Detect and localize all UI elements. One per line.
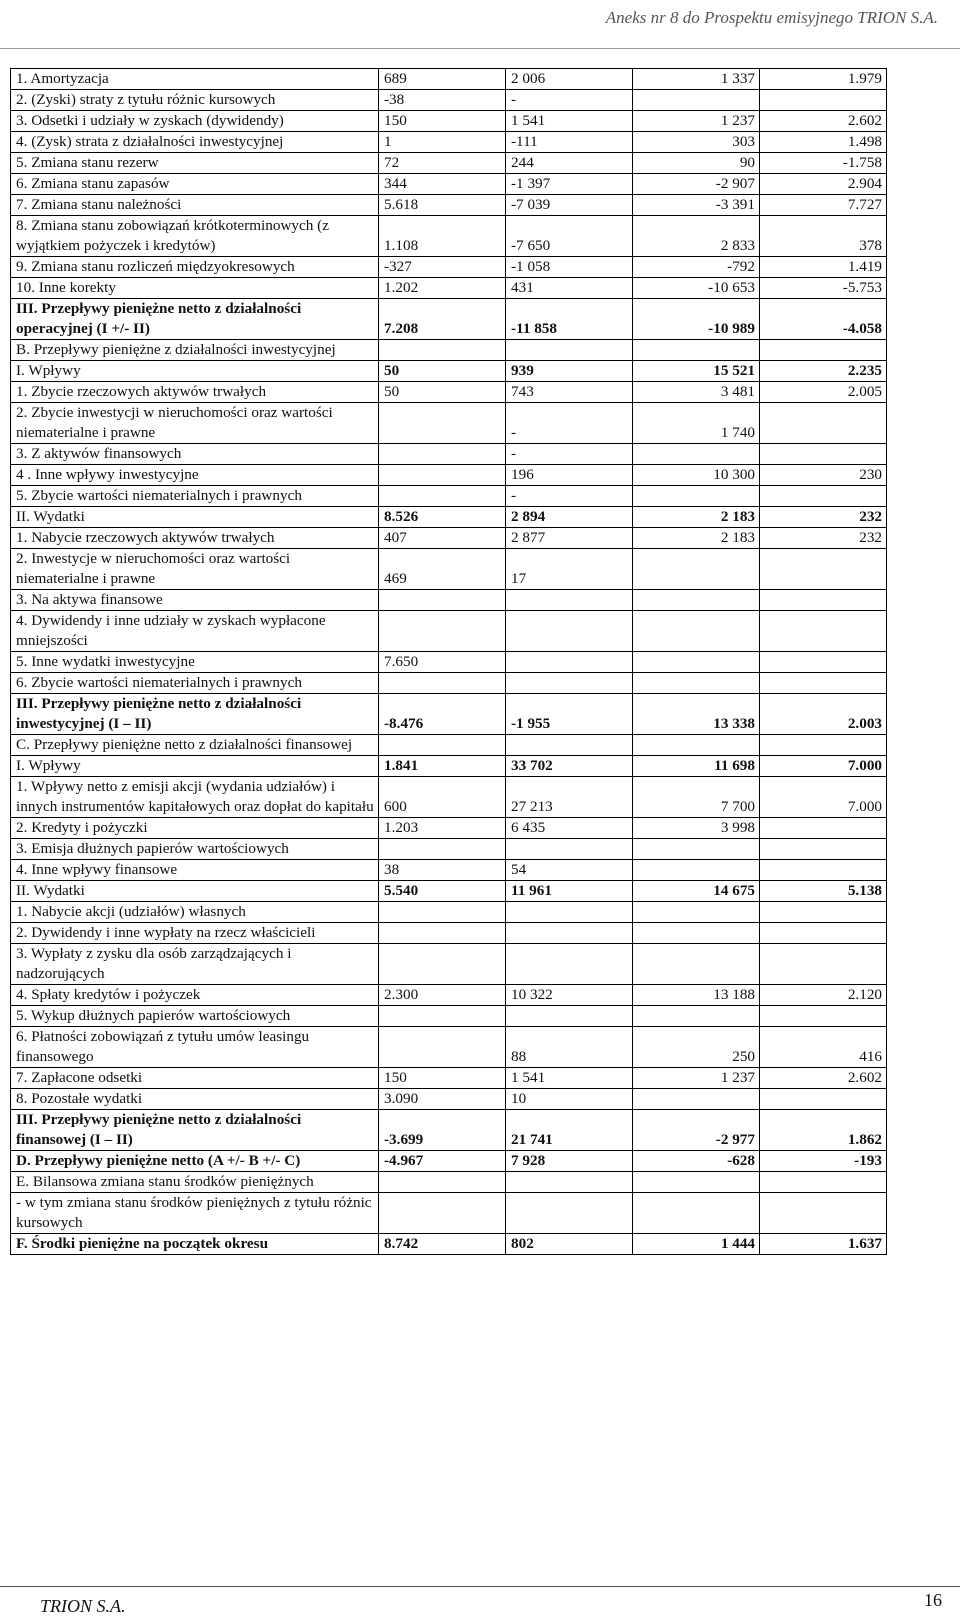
value-cell-v1: 1.202 — [379, 278, 506, 299]
value-cell-v3: 3 998 — [633, 818, 760, 839]
value-cell-v4: 1.498 — [760, 132, 887, 153]
table-row — [11, 528, 887, 549]
value-cell-v1: 7.650 — [379, 652, 506, 673]
value-cell-v4: 232 — [760, 507, 887, 528]
value-cell-v3: 14 675 — [633, 881, 760, 902]
value-cell-v1: 7.208 — [379, 299, 506, 340]
value-cell-v1: 150 — [379, 1068, 506, 1089]
value-cell-v4: -193 — [760, 1151, 887, 1172]
value-cell-v2: 10 322 — [506, 985, 633, 1006]
table-row — [11, 1089, 887, 1110]
value-cell-v3: 10 300 — [633, 465, 760, 486]
value-cell-v2 — [506, 673, 633, 694]
value-cell-v2: 17 — [506, 549, 633, 590]
value-cell-v3 — [633, 90, 760, 111]
value-cell-v3 — [633, 590, 760, 611]
row-label: 6. Płatności zobowiązań z tytułu umów leasingu finansowego — [11, 1027, 379, 1068]
table-row — [11, 299, 887, 340]
value-cell-v4: 230 — [760, 465, 887, 486]
row-label: 2. Inwestycje w nieruchomości oraz wartości niematerialne i prawne — [11, 549, 379, 590]
value-cell-v1 — [379, 486, 506, 507]
value-cell-v1: 50 — [379, 361, 506, 382]
row-label: I. Wpływy — [11, 361, 379, 382]
value-cell-v1: -8.476 — [379, 694, 506, 735]
document-header: Aneks nr 8 do Prospektu emisyjnego TRION S.A. — [605, 8, 938, 27]
value-cell-v4: 1.419 — [760, 257, 887, 278]
value-cell-v4: -5.753 — [760, 278, 887, 299]
value-cell-v4 — [760, 923, 887, 944]
value-cell-v1: 5.618 — [379, 195, 506, 216]
value-cell-v3: 2 183 — [633, 528, 760, 549]
cash-flow-table — [10, 68, 887, 1255]
table-row — [11, 257, 887, 278]
value-cell-v1 — [379, 340, 506, 361]
value-cell-v3 — [633, 673, 760, 694]
value-cell-v1: 344 — [379, 174, 506, 195]
value-cell-v1: 38 — [379, 860, 506, 881]
value-cell-v4: 2.003 — [760, 694, 887, 735]
value-cell-v1 — [379, 673, 506, 694]
value-cell-v4: 2.904 — [760, 174, 887, 195]
table-row — [11, 132, 887, 153]
table-row — [11, 1006, 887, 1027]
value-cell-v4: 1.979 — [760, 69, 887, 90]
value-cell-v2: - — [506, 444, 633, 465]
value-cell-v2: 2 894 — [506, 507, 633, 528]
value-cell-v3 — [633, 1172, 760, 1193]
value-cell-v4: 416 — [760, 1027, 887, 1068]
value-cell-v4 — [760, 673, 887, 694]
value-cell-v2: -1 397 — [506, 174, 633, 195]
table-row — [11, 1172, 887, 1193]
row-label: D. Przepływy pieniężne netto (A +/- B +/- C) — [11, 1151, 379, 1172]
row-label: 4. Inne wpływy finansowe — [11, 860, 379, 881]
value-cell-v1: 689 — [379, 69, 506, 90]
value-cell-v2: 10 — [506, 1089, 633, 1110]
value-cell-v4 — [760, 818, 887, 839]
value-cell-v3: -2 977 — [633, 1110, 760, 1151]
value-cell-v1: 469 — [379, 549, 506, 590]
value-cell-v2 — [506, 652, 633, 673]
table-row — [11, 1027, 887, 1068]
value-cell-v3 — [633, 944, 760, 985]
value-cell-v2 — [506, 944, 633, 985]
table-row — [11, 278, 887, 299]
table-row — [11, 902, 887, 923]
table-row — [11, 839, 887, 860]
footer-company: TRION S.A. — [40, 1596, 126, 1616]
table-row — [11, 549, 887, 590]
value-cell-v3 — [633, 486, 760, 507]
value-cell-v3 — [633, 923, 760, 944]
row-label: C. Przepływy pieniężne netto z działalności finansowej — [11, 735, 379, 756]
value-cell-v4: 2.602 — [760, 111, 887, 132]
value-cell-v1: 8.742 — [379, 1234, 506, 1255]
row-label: I. Wpływy — [11, 756, 379, 777]
value-cell-v3 — [633, 1089, 760, 1110]
table-row — [11, 923, 887, 944]
value-cell-v2: 7 928 — [506, 1151, 633, 1172]
value-cell-v2 — [506, 735, 633, 756]
value-cell-v3 — [633, 652, 760, 673]
value-cell-v2: 6 435 — [506, 818, 633, 839]
value-cell-v2: -111 — [506, 132, 633, 153]
table-row — [11, 944, 887, 985]
value-cell-v3: 1 237 — [633, 111, 760, 132]
table-row — [11, 985, 887, 1006]
value-cell-v1 — [379, 735, 506, 756]
table-row — [11, 216, 887, 257]
value-cell-v4 — [760, 1006, 887, 1027]
value-cell-v4 — [760, 1172, 887, 1193]
row-label: 4. (Zysk) strata z działalności inwestycyjnej — [11, 132, 379, 153]
table-row — [11, 195, 887, 216]
value-cell-v4: 7.000 — [760, 777, 887, 818]
value-cell-v2: 939 — [506, 361, 633, 382]
value-cell-v1: 5.540 — [379, 881, 506, 902]
row-label: 2. Kredyty i pożyczki — [11, 818, 379, 839]
value-cell-v2 — [506, 1193, 633, 1234]
value-cell-v3: 11 698 — [633, 756, 760, 777]
value-cell-v2 — [506, 611, 633, 652]
value-cell-v4 — [760, 444, 887, 465]
row-label: III. Przepływy pieniężne netto z działalności inwestycyjnej (I – II) — [11, 694, 379, 735]
value-cell-v4 — [760, 1193, 887, 1234]
value-cell-v3 — [633, 1006, 760, 1027]
footer-divider — [0, 1586, 960, 1587]
value-cell-v2: 802 — [506, 1234, 633, 1255]
value-cell-v4: 378 — [760, 216, 887, 257]
value-cell-v1 — [379, 1172, 506, 1193]
value-cell-v2: -7 650 — [506, 216, 633, 257]
value-cell-v3: 15 521 — [633, 361, 760, 382]
value-cell-v2: 431 — [506, 278, 633, 299]
value-cell-v2: 196 — [506, 465, 633, 486]
value-cell-v4 — [760, 1089, 887, 1110]
row-label: 1. Wpływy netto z emisji akcji (wydania udziałów) i innych instrumentów kapitałowych oraz dopłat do kapitału — [11, 777, 379, 818]
value-cell-v3: -10 989 — [633, 299, 760, 340]
value-cell-v3: 3 481 — [633, 382, 760, 403]
value-cell-v4 — [760, 590, 887, 611]
value-cell-v1: 150 — [379, 111, 506, 132]
row-label: 9. Zmiana stanu rozliczeń międzyokresowych — [11, 257, 379, 278]
row-label: B. Przepływy pieniężne z działalności inwestycyjnej — [11, 340, 379, 361]
row-label: 4. Spłaty kredytów i pożyczek — [11, 985, 379, 1006]
value-cell-v2: 27 213 — [506, 777, 633, 818]
value-cell-v2: 244 — [506, 153, 633, 174]
value-cell-v3 — [633, 1193, 760, 1234]
value-cell-v1 — [379, 465, 506, 486]
value-cell-v2: 11 961 — [506, 881, 633, 902]
value-cell-v3 — [633, 340, 760, 361]
value-cell-v4 — [760, 486, 887, 507]
table-row — [11, 1234, 887, 1255]
value-cell-v1 — [379, 1006, 506, 1027]
table-row — [11, 90, 887, 111]
value-cell-v2: -7 039 — [506, 195, 633, 216]
row-label: 3. Wypłaty z zysku dla osób zarządzających i nadzorujących — [11, 944, 379, 985]
value-cell-v4: 232 — [760, 528, 887, 549]
value-cell-v3: 13 338 — [633, 694, 760, 735]
value-cell-v1 — [379, 403, 506, 444]
value-cell-v2: 54 — [506, 860, 633, 881]
table-row — [11, 673, 887, 694]
value-cell-v1 — [379, 590, 506, 611]
value-cell-v2: 33 702 — [506, 756, 633, 777]
value-cell-v1: -38 — [379, 90, 506, 111]
row-label: E. Bilansowa zmiana stanu środków pieniężnych — [11, 1172, 379, 1193]
value-cell-v3 — [633, 611, 760, 652]
row-label: 1. Nabycie rzeczowych aktywów trwałych — [11, 528, 379, 549]
row-label: 2. Zbycie inwestycji w nieruchomości oraz wartości niematerialne i prawne — [11, 403, 379, 444]
value-cell-v4 — [760, 860, 887, 881]
value-cell-v4 — [760, 549, 887, 590]
value-cell-v2: -1 058 — [506, 257, 633, 278]
value-cell-v4: 7.000 — [760, 756, 887, 777]
value-cell-v3: 250 — [633, 1027, 760, 1068]
table-row — [11, 881, 887, 902]
table-row — [11, 153, 887, 174]
row-label: 5. Inne wydatki inwestycyjne — [11, 652, 379, 673]
table-row — [11, 777, 887, 818]
value-cell-v1 — [379, 611, 506, 652]
value-cell-v2: 21 741 — [506, 1110, 633, 1151]
value-cell-v4 — [760, 902, 887, 923]
value-cell-v4 — [760, 403, 887, 444]
value-cell-v4: 1.637 — [760, 1234, 887, 1255]
value-cell-v4: 7.727 — [760, 195, 887, 216]
row-label: 6. Zbycie wartości niematerialnych i prawnych — [11, 673, 379, 694]
table-row — [11, 611, 887, 652]
value-cell-v3: 303 — [633, 132, 760, 153]
value-cell-v2: 1 541 — [506, 111, 633, 132]
table-row — [11, 694, 887, 735]
value-cell-v1: 3.090 — [379, 1089, 506, 1110]
value-cell-v4: 2.235 — [760, 361, 887, 382]
row-label: 5. Wykup dłużnych papierów wartościowych — [11, 1006, 379, 1027]
value-cell-v3: 1 237 — [633, 1068, 760, 1089]
row-label: II. Wydatki — [11, 507, 379, 528]
value-cell-v3: -3 391 — [633, 195, 760, 216]
value-cell-v4: 2.602 — [760, 1068, 887, 1089]
value-cell-v1 — [379, 944, 506, 985]
value-cell-v3: 2 183 — [633, 507, 760, 528]
value-cell-v3 — [633, 860, 760, 881]
value-cell-v1 — [379, 1027, 506, 1068]
value-cell-v3: -10 653 — [633, 278, 760, 299]
row-label: 8. Zmiana stanu zobowiązań krótkoterminowych (z wyjątkiem pożyczek i kredytów) — [11, 216, 379, 257]
value-cell-v4: 2.120 — [760, 985, 887, 1006]
table-row — [11, 735, 887, 756]
value-cell-v2: - — [506, 90, 633, 111]
table-row — [11, 382, 887, 403]
table-row — [11, 1068, 887, 1089]
row-label: 1. Nabycie akcji (udziałów) własnych — [11, 902, 379, 923]
row-label: F. Środki pieniężne na początek okresu — [11, 1234, 379, 1255]
value-cell-v3 — [633, 735, 760, 756]
value-cell-v1: -327 — [379, 257, 506, 278]
value-cell-v3: -628 — [633, 1151, 760, 1172]
value-cell-v4 — [760, 839, 887, 860]
table-row — [11, 174, 887, 195]
value-cell-v2: 2 006 — [506, 69, 633, 90]
table-row — [11, 1151, 887, 1172]
value-cell-v3: -792 — [633, 257, 760, 278]
value-cell-v1: 1.841 — [379, 756, 506, 777]
value-cell-v3 — [633, 549, 760, 590]
value-cell-v1: 407 — [379, 528, 506, 549]
value-cell-v2 — [506, 902, 633, 923]
table-row — [11, 361, 887, 382]
value-cell-v1 — [379, 839, 506, 860]
value-cell-v4 — [760, 652, 887, 673]
row-label: 7. Zmiana stanu należności — [11, 195, 379, 216]
value-cell-v3: 90 — [633, 153, 760, 174]
table-row — [11, 465, 887, 486]
value-cell-v4 — [760, 944, 887, 985]
value-cell-v2: - — [506, 403, 633, 444]
table-row — [11, 590, 887, 611]
table-row — [11, 69, 887, 90]
row-label: III. Przepływy pieniężne netto z działalności operacyjnej (I +/- II) — [11, 299, 379, 340]
value-cell-v2 — [506, 1172, 633, 1193]
value-cell-v4: 2.005 — [760, 382, 887, 403]
value-cell-v1 — [379, 902, 506, 923]
value-cell-v1: 8.526 — [379, 507, 506, 528]
table-row — [11, 507, 887, 528]
table-row — [11, 111, 887, 132]
row-label: 1. Zbycie rzeczowych aktywów trwałych — [11, 382, 379, 403]
row-label: 3. Na aktywa finansowe — [11, 590, 379, 611]
row-label: - w tym zmiana stanu środków pieniężnych z tytułu różnic kursowych — [11, 1193, 379, 1234]
value-cell-v3 — [633, 444, 760, 465]
row-label: 3. Z aktywów finansowych — [11, 444, 379, 465]
value-cell-v4: 5.138 — [760, 881, 887, 902]
table-row — [11, 652, 887, 673]
value-cell-v4: -4.058 — [760, 299, 887, 340]
value-cell-v1: 1.203 — [379, 818, 506, 839]
value-cell-v2: 1 541 — [506, 1068, 633, 1089]
value-cell-v4 — [760, 90, 887, 111]
table-row — [11, 1193, 887, 1234]
table-row — [11, 756, 887, 777]
value-cell-v1: -4.967 — [379, 1151, 506, 1172]
value-cell-v4 — [760, 340, 887, 361]
value-cell-v2 — [506, 839, 633, 860]
table-row — [11, 340, 887, 361]
value-cell-v4 — [760, 735, 887, 756]
value-cell-v4 — [760, 611, 887, 652]
value-cell-v3: 2 833 — [633, 216, 760, 257]
row-label: 10. Inne korekty — [11, 278, 379, 299]
value-cell-v3: 1 740 — [633, 403, 760, 444]
value-cell-v2: -11 858 — [506, 299, 633, 340]
row-label: 2. (Zyski) straty z tytułu różnic kursowych — [11, 90, 379, 111]
value-cell-v1 — [379, 923, 506, 944]
table-row — [11, 1110, 887, 1151]
table-row — [11, 860, 887, 881]
row-label: 7. Zapłacone odsetki — [11, 1068, 379, 1089]
row-label: 4 . Inne wpływy inwestycyjne — [11, 465, 379, 486]
value-cell-v3 — [633, 902, 760, 923]
row-label: 8. Pozostałe wydatki — [11, 1089, 379, 1110]
value-cell-v4: 1.862 — [760, 1110, 887, 1151]
value-cell-v2: -1 955 — [506, 694, 633, 735]
table-row — [11, 818, 887, 839]
table-row — [11, 403, 887, 444]
value-cell-v2 — [506, 590, 633, 611]
value-cell-v3: 1 337 — [633, 69, 760, 90]
value-cell-v3: -2 907 — [633, 174, 760, 195]
value-cell-v2: 88 — [506, 1027, 633, 1068]
table-row — [11, 486, 887, 507]
row-label: III. Przepływy pieniężne netto z działalności finansowej (I – II) — [11, 1110, 379, 1151]
value-cell-v1: 600 — [379, 777, 506, 818]
cash-flow-table-body — [11, 69, 887, 1255]
value-cell-v3: 7 700 — [633, 777, 760, 818]
row-label: II. Wydatki — [11, 881, 379, 902]
page-number: 16 — [924, 1590, 942, 1610]
value-cell-v1: 50 — [379, 382, 506, 403]
value-cell-v3: 1 444 — [633, 1234, 760, 1255]
value-cell-v1 — [379, 444, 506, 465]
row-label: 2. Dywidendy i inne wypłaty na rzecz właścicieli — [11, 923, 379, 944]
value-cell-v2: 2 877 — [506, 528, 633, 549]
value-cell-v2: 743 — [506, 382, 633, 403]
header-divider — [0, 48, 960, 49]
value-cell-v1: -3.699 — [379, 1110, 506, 1151]
value-cell-v1: 1.108 — [379, 216, 506, 257]
row-label: 3. Odsetki i udziały w zyskach (dywidendy) — [11, 111, 379, 132]
row-label: 4. Dywidendy i inne udziały w zyskach wypłacone mniejszości — [11, 611, 379, 652]
row-label: 6. Zmiana stanu zapasów — [11, 174, 379, 195]
row-label: 1. Amortyzacja — [11, 69, 379, 90]
value-cell-v2 — [506, 340, 633, 361]
row-label: 5. Zbycie wartości niematerialnych i prawnych — [11, 486, 379, 507]
row-label: 5. Zmiana stanu rezerw — [11, 153, 379, 174]
value-cell-v3 — [633, 839, 760, 860]
value-cell-v1: 2.300 — [379, 985, 506, 1006]
table-row — [11, 444, 887, 465]
value-cell-v1 — [379, 1193, 506, 1234]
value-cell-v1: 1 — [379, 132, 506, 153]
value-cell-v2 — [506, 1006, 633, 1027]
row-label: 3. Emisja dłużnych papierów wartościowych — [11, 839, 379, 860]
value-cell-v2 — [506, 923, 633, 944]
value-cell-v3: 13 188 — [633, 985, 760, 1006]
value-cell-v4: -1.758 — [760, 153, 887, 174]
value-cell-v1: 72 — [379, 153, 506, 174]
value-cell-v2: - — [506, 486, 633, 507]
